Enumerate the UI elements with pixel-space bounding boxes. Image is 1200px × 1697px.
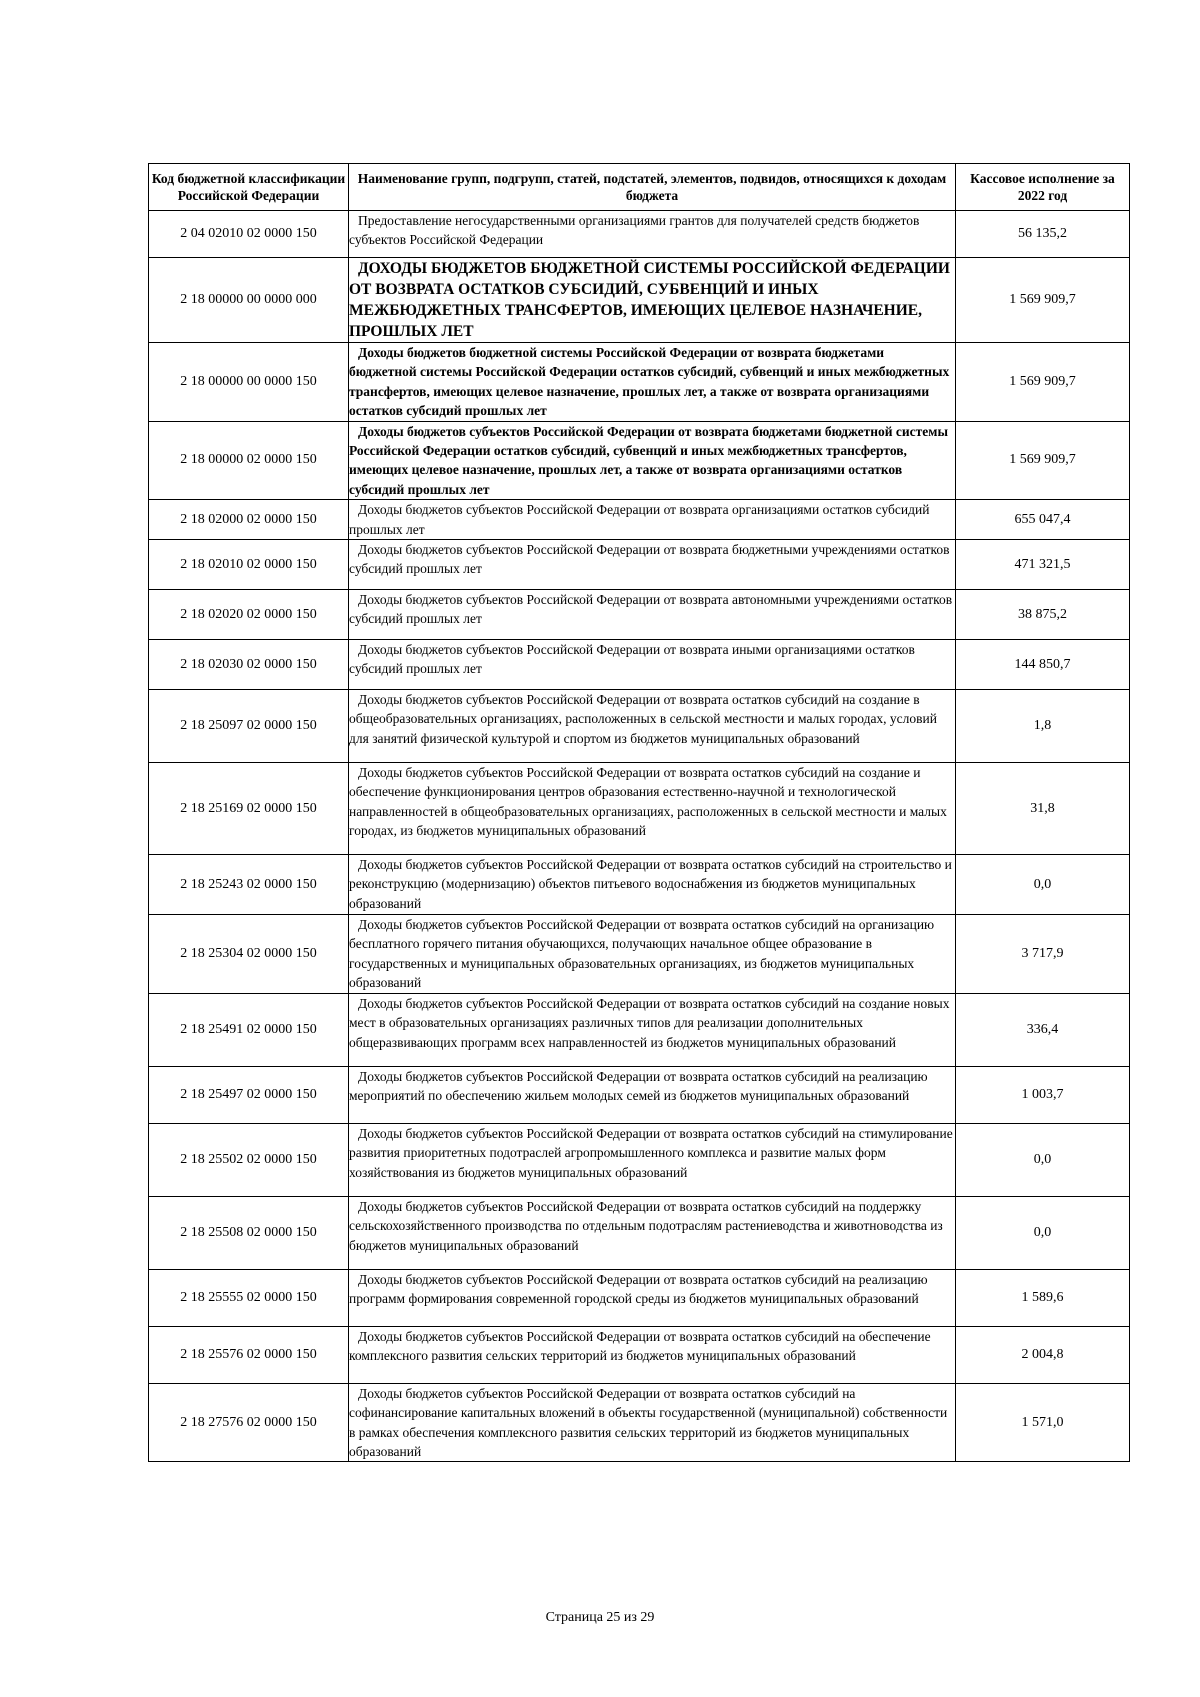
row-amount: 1 571,0 <box>956 1383 1130 1462</box>
row-amount: 0,0 <box>956 1123 1130 1196</box>
table-row <box>149 211 1130 258</box>
row-code: 2 18 25555 02 0000 150 <box>149 1269 349 1326</box>
row-amount: 1,8 <box>956 690 1130 763</box>
row-name: Доходы бюджетов субъектов Российской Федерации от возврата остатков субсидий на обеспечение комплексного развития сельских территорий из бюджетов муниципальных образований <box>349 1326 956 1383</box>
table-row <box>149 915 1130 994</box>
row-amount: 1 569 909,7 <box>956 343 1130 422</box>
budget-revenue-table <box>148 163 1130 1462</box>
row-code: 2 18 00000 00 0000 150 <box>149 343 349 422</box>
row-name: Доходы бюджетов субъектов Российской Федерации от возврата остатков субсидий на строительство и реконструкцию (модернизацию) объектов питьевого водоснабжения из бюджетов муниципальных образований <box>349 855 956 915</box>
row-amount: 31,8 <box>956 763 1130 855</box>
row-code: 2 18 02030 02 0000 150 <box>149 640 349 690</box>
table-row <box>149 1326 1130 1383</box>
row-name: Доходы бюджетов субъектов Российской Федерации от возврата автономными учреждениями остатков субсидий прошлых лет <box>349 590 956 640</box>
row-code: 2 04 02010 02 0000 150 <box>149 211 349 258</box>
row-code: 2 18 00000 00 0000 000 <box>149 258 349 343</box>
row-name: Доходы бюджетов субъектов Российской Федерации от возврата остатков субсидий на организацию бесплатного горячего питания обучающихся, получающих начальное общее образование в государственных и муниципальных образовательных организациях, из бюджетов муниципальных образований <box>349 915 956 994</box>
row-amount: 1 569 909,7 <box>956 421 1130 500</box>
row-name: Доходы бюджетов субъектов Российской Федерации от возврата остатков субсидий на реализацию программ формирования современной городской среды из бюджетов муниципальных образований <box>349 1269 956 1326</box>
row-name: Доходы бюджетов бюджетной системы Российской Федерации от возврата бюджетами бюджетной системы Российской Федерации остатков субсидий, субвенций и иных межбюджетных трансфертов, имеющих целевое назначение, прошлых лет, а также от возврата организациями остатков субсидий прошлых лет <box>349 343 956 422</box>
row-code: 2 18 25576 02 0000 150 <box>149 1326 349 1383</box>
row-amount: 0,0 <box>956 855 1130 915</box>
row-amount: 1 569 909,7 <box>956 258 1130 343</box>
table-row <box>149 855 1130 915</box>
table-row <box>149 640 1130 690</box>
row-amount: 1 589,6 <box>956 1269 1130 1326</box>
table-row <box>149 1269 1130 1326</box>
row-code: 2 18 25097 02 0000 150 <box>149 690 349 763</box>
row-amount: 3 717,9 <box>956 915 1130 994</box>
row-amount: 1 003,7 <box>956 1066 1130 1123</box>
row-name: Доходы бюджетов субъектов Российской Федерации от возврата остатков субсидий на создание в общеобразовательных организациях, расположенных в сельской местности и малых городах, условий для занятий физической культурой и спортом из бюджетов муниципальных образований <box>349 690 956 763</box>
header-code: Код бюджетной классификации Российской Федерации <box>149 164 349 211</box>
row-amount: 56 135,2 <box>956 211 1130 258</box>
row-name: Доходы бюджетов субъектов Российской Федерации от возврата иными организациями остатков субсидий прошлых лет <box>349 640 956 690</box>
row-name: ДОХОДЫ БЮДЖЕТОВ БЮДЖЕТНОЙ СИСТЕМЫ РОССИЙСКОЙ ФЕДЕРАЦИИ ОТ ВОЗВРАТА ОСТАТКОВ СУБСИДИЙ, СУБВЕНЦИЙ И ИНЫХ МЕЖБЮДЖЕТНЫХ ТРАНСФЕРТОВ, ИМЕЮЩИХ ЦЕЛЕВОЕ НАЗНАЧЕНИЕ, ПРОШЛЫХ ЛЕТ <box>349 258 956 343</box>
table-row <box>149 1196 1130 1269</box>
header-name: Наименование групп, подгрупп, статей, подстатей, элементов, подвидов, относящихся к доходам бюджета <box>349 164 956 211</box>
table-row <box>149 343 1130 422</box>
row-amount: 471 321,5 <box>956 540 1130 590</box>
row-amount: 2 004,8 <box>956 1326 1130 1383</box>
row-name: Доходы бюджетов субъектов Российской Федерации от возврата остатков субсидий на создание и обеспечение функционирования центров образования естественно-научной и технологической направленностей в общеобразовательных организациях, расположенных в сельской местности и малых городах, из бюджетов муниципальных образований <box>349 763 956 855</box>
row-name: Доходы бюджетов субъектов Российской Федерации от возврата остатков субсидий на софинансирование капитальных вложений в объекты государственной (муниципальной) собственности в рамках обеспечения комплексного развития сельских территорий из бюджетов муниципальных образований <box>349 1383 956 1462</box>
table-row <box>149 540 1130 590</box>
table-body <box>149 211 1130 1462</box>
header-amount: Кассовое исполнение за 2022 год <box>956 164 1130 211</box>
row-code: 2 18 25243 02 0000 150 <box>149 855 349 915</box>
table-row <box>149 421 1130 500</box>
table-row <box>149 1066 1130 1123</box>
row-code: 2 18 02020 02 0000 150 <box>149 590 349 640</box>
row-name: Доходы бюджетов субъектов Российской Федерации от возврата бюджетными учреждениями остатков субсидий прошлых лет <box>349 540 956 590</box>
row-amount: 336,4 <box>956 993 1130 1066</box>
table-row <box>149 500 1130 540</box>
table-row <box>149 1383 1130 1462</box>
row-amount: 655 047,4 <box>956 500 1130 540</box>
page-number: Страница 25 из 29 <box>545 1610 655 1625</box>
row-name: Доходы бюджетов субъектов Российской Федерации от возврата остатков субсидий на создание новых мест в образовательных организациях различных типов для реализации дополнительных общеразвивающих программ всех направленностей из бюджетов муниципальных образований <box>349 993 956 1066</box>
row-code: 2 18 25304 02 0000 150 <box>149 915 349 994</box>
row-name: Доходы бюджетов субъектов Российской Федерации от возврата остатков субсидий на реализацию мероприятий по обеспечению жильем молодых семей из бюджетов муниципальных образований <box>349 1066 956 1123</box>
row-amount: 0,0 <box>956 1196 1130 1269</box>
row-code: 2 18 02000 02 0000 150 <box>149 500 349 540</box>
row-code: 2 18 25502 02 0000 150 <box>149 1123 349 1196</box>
table-row <box>149 763 1130 855</box>
table-row <box>149 258 1130 343</box>
row-code: 2 18 25497 02 0000 150 <box>149 1066 349 1123</box>
row-name: Доходы бюджетов субъектов Российской Федерации от возврата остатков субсидий на поддержку сельскохозяйственного производства по отдельным подотраслям растениеводства и животноводства из бюджетов муниципальных образований <box>349 1196 956 1269</box>
table-header-row <box>149 164 1130 211</box>
table-row <box>149 690 1130 763</box>
row-name: Доходы бюджетов субъектов Российской Федерации от возврата бюджетами бюджетной системы Российской Федерации остатков субсидий, субвенций и иных межбюджетных трансфертов, имеющих целевое назначение, прошлых лет, а также от возврата организациями остатков субсидий прошлых лет <box>349 421 956 500</box>
row-code: 2 18 25508 02 0000 150 <box>149 1196 349 1269</box>
table-row <box>149 993 1130 1066</box>
table-row <box>149 1123 1130 1196</box>
row-code: 2 18 00000 02 0000 150 <box>149 421 349 500</box>
row-code: 2 18 25169 02 0000 150 <box>149 763 349 855</box>
row-code: 2 18 02010 02 0000 150 <box>149 540 349 590</box>
row-code: 2 18 25491 02 0000 150 <box>149 993 349 1066</box>
table-row <box>149 590 1130 640</box>
row-name: Доходы бюджетов субъектов Российской Федерации от возврата остатков субсидий на стимулирование развития приоритетных подотраслей агропромышленного комплекса и развитие малых форм хозяйствования из бюджетов муниципальных образований <box>349 1123 956 1196</box>
row-name: Предоставление негосударственными организациями грантов для получателей средств бюджетов субъектов Российской Федерации <box>349 211 956 258</box>
row-name: Доходы бюджетов субъектов Российской Федерации от возврата организациями остатков субсидий прошлых лет <box>349 500 956 540</box>
row-amount: 144 850,7 <box>956 640 1130 690</box>
row-amount: 38 875,2 <box>956 590 1130 640</box>
row-code: 2 18 27576 02 0000 150 <box>149 1383 349 1462</box>
